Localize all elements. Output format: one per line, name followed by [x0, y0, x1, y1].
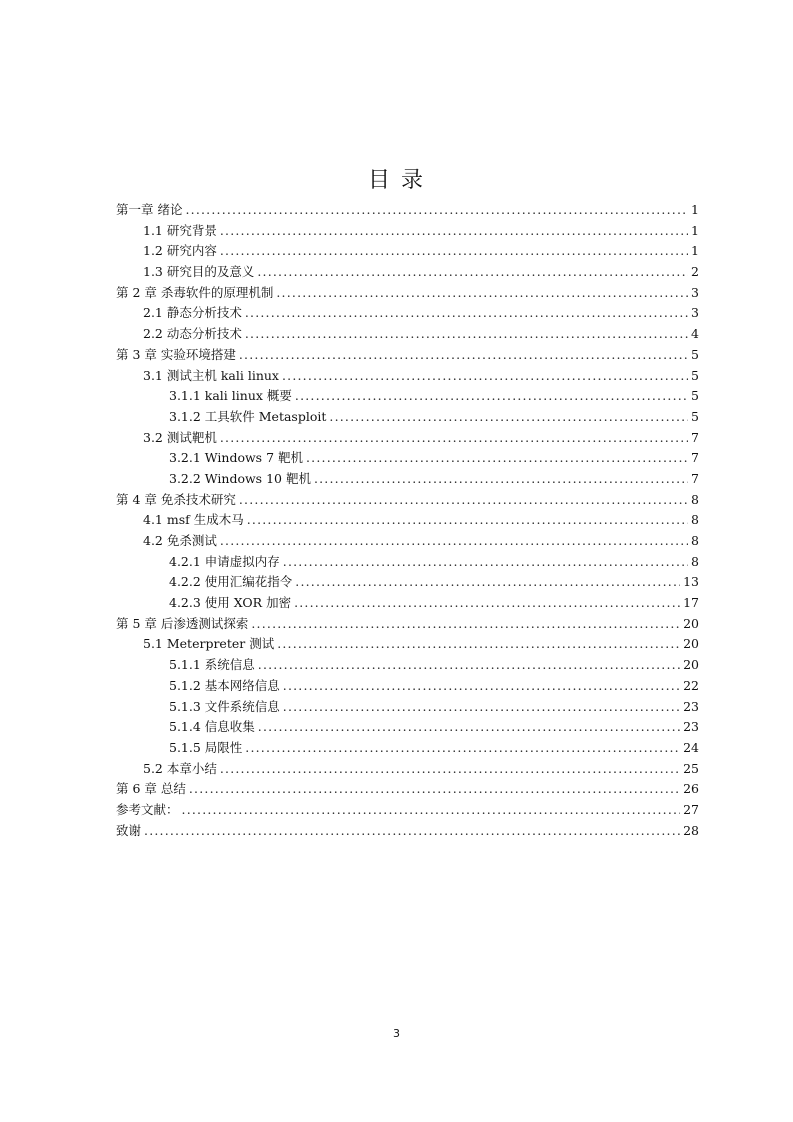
- toc-leader-dots: [245, 738, 680, 759]
- toc-entry-label: 3.2.2 Windows 10 靶机: [169, 470, 311, 486]
- toc-entry-label: 5.1.1 系统信息: [169, 657, 255, 673]
- toc-leader-dots: [144, 821, 680, 842]
- toc-entry-label: 参考文献：: [116, 801, 179, 817]
- toc-leader-dots: [245, 303, 688, 324]
- toc-entry[interactable]: [116, 303, 699, 324]
- toc-entry-page: 2: [691, 264, 699, 280]
- toc-leader-dots: [282, 366, 688, 387]
- toc-leader-dots: [283, 697, 680, 718]
- toc-entry-page: 22: [683, 677, 699, 693]
- toc-entry-page: 24: [683, 739, 699, 755]
- toc-entry-page: 28: [683, 822, 699, 838]
- toc-title: 目 录: [368, 168, 425, 193]
- toc-leader-dots: [220, 428, 688, 449]
- toc-entry-label: 3.2.1 Windows 7 靶机: [169, 450, 303, 466]
- toc-entry-page: 1: [691, 202, 699, 217]
- toc-entry[interactable]: [116, 200, 699, 221]
- toc-entry-page: 13: [683, 574, 699, 590]
- toc-entry-label: 5.1.5 局限性: [169, 739, 243, 755]
- toc-entry-label: 3.1 测试主机 kali linux: [143, 367, 279, 383]
- toc-entry[interactable]: [116, 448, 699, 469]
- toc-leader-dots: [239, 345, 688, 366]
- toc-entry-label: 1.3 研究目的及意义: [143, 264, 255, 280]
- toc-entry[interactable]: [116, 614, 699, 635]
- toc-leader-dots: [245, 324, 688, 345]
- toc-entry-label: 2.1 静态分析技术: [143, 305, 242, 321]
- toc-leader-dots: [283, 552, 688, 573]
- toc-entry-page: 23: [683, 719, 699, 735]
- toc-entry-label: 5.1.2 基本网络信息: [169, 677, 280, 693]
- toc-entry-page: 4: [691, 326, 699, 342]
- toc-entry-page: 7: [691, 450, 699, 466]
- toc-entry-page: 3: [691, 284, 699, 300]
- toc-entry[interactable]: [116, 697, 699, 718]
- toc-entry-page: 8: [691, 553, 699, 569]
- toc-entry-label: 4.2 免杀测试: [143, 533, 217, 548]
- toc-entry[interactable]: [116, 634, 699, 655]
- toc-leader-dots: [220, 241, 688, 262]
- toc-entry[interactable]: [116, 800, 699, 821]
- toc-entry[interactable]: [116, 759, 699, 780]
- toc-entry-page: 23: [683, 698, 699, 714]
- toc-entry-label: 4.2.3 使用 XOR 加密: [169, 595, 292, 611]
- toc-entry[interactable]: [116, 821, 699, 842]
- toc-entry-label: 第一章 绪论: [116, 202, 183, 217]
- toc-entry[interactable]: [116, 407, 699, 428]
- toc-entry-page: 8: [691, 533, 699, 548]
- toc-entry[interactable]: [116, 221, 699, 242]
- toc-leader-dots: [295, 386, 688, 407]
- toc-entry-page: 7: [691, 429, 699, 445]
- toc-entry-label: 4.2.2 使用汇编花指令: [169, 574, 293, 590]
- toc-leader-dots: [258, 717, 680, 738]
- toc-entry[interactable]: [116, 386, 699, 407]
- toc-entry-page: 5: [691, 346, 699, 362]
- toc-leader-dots: [276, 283, 688, 304]
- toc-leader-dots: [277, 634, 680, 655]
- toc-entry-label: 第 6 章 总结: [116, 781, 186, 797]
- toc-entry[interactable]: [116, 428, 699, 449]
- toc-leader-dots: [185, 200, 688, 221]
- toc-entry-label: 1.2 研究内容: [143, 243, 217, 259]
- toc-leader-dots: [220, 531, 688, 552]
- toc-leader-dots: [220, 221, 688, 242]
- toc-entry[interactable]: [116, 676, 699, 697]
- toc-leader-dots: [258, 655, 680, 676]
- toc-entry[interactable]: [116, 531, 699, 552]
- toc-entry-label: 3.1.1 kali linux 概要: [169, 388, 292, 404]
- toc-leader-dots: [306, 448, 688, 469]
- toc-entry-label: 5.1 Meterpreter 测试: [143, 636, 275, 652]
- toc-entry[interactable]: [116, 510, 699, 531]
- toc-entry[interactable]: [116, 779, 699, 800]
- toc-entry[interactable]: [116, 593, 699, 614]
- toc-entry-label: 4.1 msf 生成木马: [143, 512, 244, 528]
- toc-entry[interactable]: [116, 738, 699, 759]
- toc-entry-label: 3.1.2 工具软件 Metasploit: [169, 408, 327, 424]
- toc-entry[interactable]: [116, 655, 699, 676]
- toc-entry-page: 26: [683, 781, 699, 797]
- toc-entry-page: 5: [691, 388, 699, 404]
- toc-entry-page: 20: [683, 636, 699, 652]
- toc-entry-label: 5.1.3 文件系统信息: [169, 698, 280, 714]
- toc-leader-dots: [314, 469, 688, 490]
- toc-entry[interactable]: [116, 324, 699, 345]
- toc-leader-dots: [247, 510, 688, 531]
- toc-entry-page: 7: [691, 470, 699, 486]
- toc-entry-label: 1.1 研究背景: [143, 222, 217, 238]
- toc-entry[interactable]: [116, 572, 699, 593]
- toc-entry[interactable]: [116, 283, 699, 304]
- toc-entry[interactable]: [116, 469, 699, 490]
- page-number: 3: [393, 1027, 400, 1040]
- toc-entry-page: 20: [683, 657, 699, 673]
- toc-leader-dots: [189, 779, 680, 800]
- toc-entry-page: 3: [691, 305, 699, 321]
- toc-entry-page: 5: [691, 408, 699, 424]
- toc-entry-label: 4.2.1 申请虚拟内存: [169, 553, 280, 569]
- toc-entry-page: 20: [683, 615, 699, 631]
- toc-entry-page: 25: [683, 760, 699, 776]
- toc-leader-dots: [251, 614, 680, 635]
- toc-entry[interactable]: [116, 366, 699, 387]
- toc-entry[interactable]: [116, 241, 699, 262]
- toc-leader-dots: [283, 676, 680, 697]
- toc-leader-dots: [239, 490, 688, 511]
- toc-leader-dots: [294, 593, 680, 614]
- toc-entry-page: 8: [691, 512, 699, 528]
- toc-leader-dots: [220, 759, 680, 780]
- toc-leader-dots: [329, 407, 688, 428]
- toc-entry[interactable]: [116, 717, 699, 738]
- toc-entry-label: 第 4 章 免杀技术研究: [116, 491, 236, 507]
- toc-entry-label: 2.2 动态分析技术: [143, 326, 242, 342]
- toc-entry-label: 第 2 章 杀毒软件的原理机制: [116, 284, 274, 300]
- toc-leader-dots: [295, 572, 680, 593]
- toc-entry[interactable]: [116, 262, 699, 283]
- toc-entry[interactable]: [116, 552, 699, 573]
- toc-leader-dots: [182, 800, 681, 821]
- toc-entry-label: 3.2 测试靶机: [143, 429, 217, 445]
- toc-entry[interactable]: [116, 490, 699, 511]
- toc-entry-page: 27: [683, 801, 699, 817]
- toc-entry-page: 5: [691, 367, 699, 383]
- toc-entry-page: 1: [691, 243, 699, 259]
- table-of-contents: [116, 200, 699, 841]
- toc-leader-dots: [257, 262, 688, 283]
- toc-entry-label: 第 5 章 后渗透测试探索: [116, 615, 249, 631]
- toc-entry-label: 第 3 章 实验环境搭建: [116, 346, 236, 362]
- toc-entry-page: 8: [691, 491, 699, 507]
- toc-entry-label: 致谢: [116, 822, 142, 838]
- toc-entry-page: 1: [691, 222, 699, 238]
- toc-entry-label: 5.1.4 信息收集: [169, 719, 255, 735]
- toc-entry[interactable]: [116, 345, 699, 366]
- toc-entry-label: 5.2 本章小结: [143, 760, 217, 776]
- toc-entry-page: 17: [683, 595, 699, 611]
